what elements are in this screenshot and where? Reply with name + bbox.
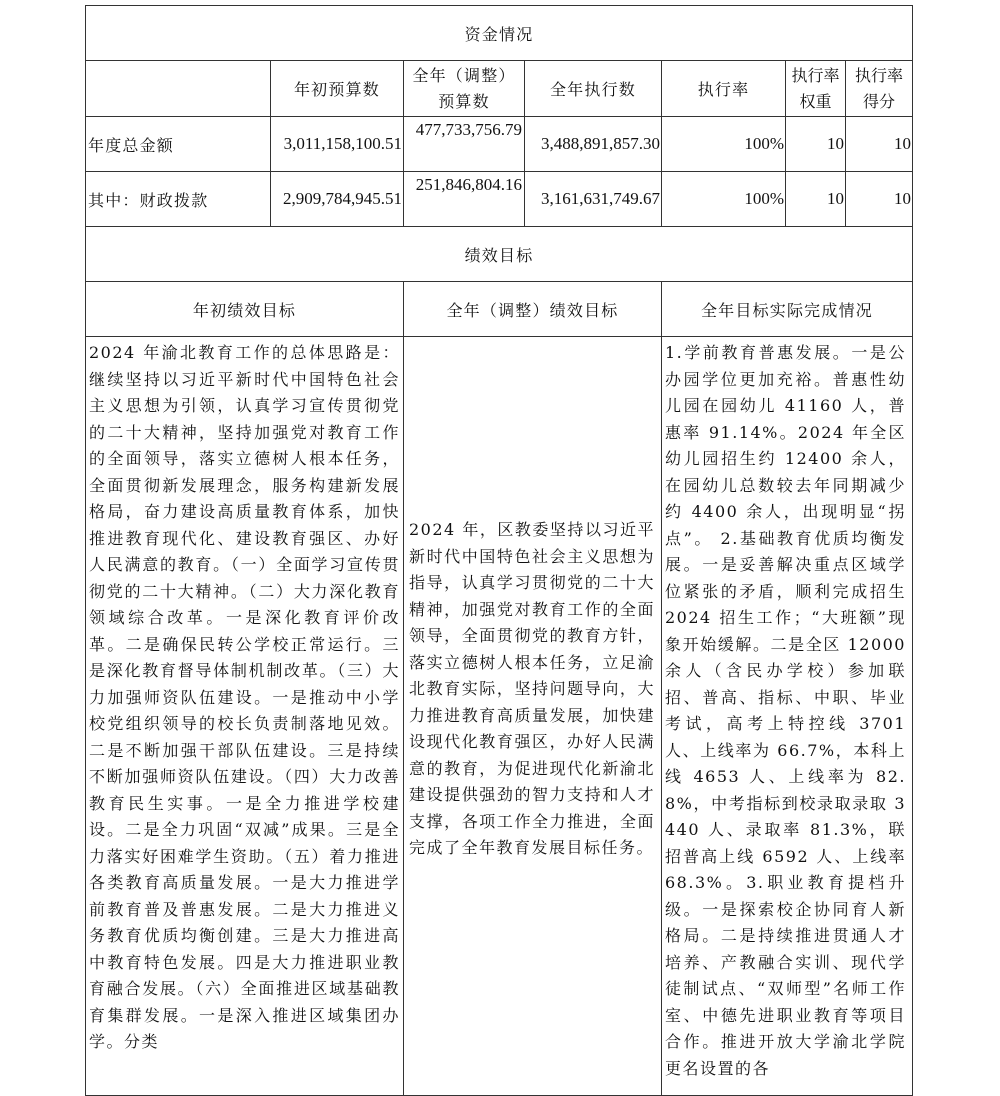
row-total-rate-weight <box>785 116 846 172</box>
header-adjusted-budget-text: 全年（调整）预算数 <box>412 65 516 111</box>
row-fiscal-rate-weight <box>785 171 846 227</box>
header-rate-score <box>845 60 913 117</box>
actual-completion-text: 1.学前教育普惠发展。一是公办园学位更加充裕。普惠性幼儿园在园幼儿 41160 人，普惠率 91.14%。2024 年全区幼儿园招生约 12400 余人，在园幼儿总数较去年同期减少约 4400 余人，出现明显“拐点”。 2.基础教育优质均衡发展。一是妥善解决重点区域学位紧张的矛盾，顺利完成招生 2024 招生工作；“大班额”现象开始缓解。二是全区 12000 余人（含民办学校）参加联招、普高、指标、中职、毕业考试，高考上特控线 3701 人、上线率为 66.7%，本科上线 4653 人、上线率为 82.8%，中考指标到校录取录取 3440 人、录取率 81.3%，联招普高上线 6592 人、上线率 68.3%。3.职业教育提档升级。一是探索校企协同育人新格局。二是持续推进贯通人才培养、产教融合实训、现代学徒制试点、“双师型”名师工作室、中德先进职业教育等项目合作。推进开放大学渝北学院更名设置的各 <box>665 343 906 1078</box>
row-fiscal-adjusted-budget-value: 251,846,804.16 <box>415 175 522 194</box>
row-fiscal-label-text: 其中：财政拨款 <box>88 190 209 210</box>
header-adjusted-budget <box>403 60 525 117</box>
row-total-initial-budget-value: 3,011,158,100.51 <box>283 134 402 153</box>
row-total-execution-rate-value: 100% <box>744 134 784 153</box>
row-total-rate-weight-value: 10 <box>827 134 844 153</box>
header-rate-weight-text: 执行率权重 <box>791 65 840 111</box>
header-execution-rate <box>661 60 786 117</box>
adjusted-goal-text: 2024 年，区教委坚持以习近平新时代中国特色社会主义思想为指导，认真学习贯彻党的二十大精神，加强党对教育工作的全面领导，全面贯彻党的教育方针，落实立德树人根本任务，立足渝北教育实际，坚持问题导向，大力推进教育高质量发展，加快建设现代化教育强区，办好人民满意的教育，为促进现代化新渝北建设提供强劲的智力支持和人才支撑，各项工作全力推进，全面完成了全年教育发展目标任务。 <box>409 520 655 857</box>
row-total-adjusted-budget-value: 477,733,756.79 <box>415 120 522 139</box>
header-initial-budget-text: 年初预算数 <box>293 80 380 99</box>
row-total-label-text: 年度总金额 <box>88 135 175 155</box>
header-adjusted-goal-text: 全年（调整）绩效目标 <box>446 300 619 320</box>
row-fiscal-actual-execution <box>524 171 662 227</box>
actual-completion-cell <box>661 336 913 1096</box>
funding-section-title-text: 资金情况 <box>464 24 534 44</box>
initial-goal-cell <box>85 336 404 1096</box>
adjusted-goal-cell <box>403 336 662 1096</box>
row-fiscal-execution-rate-value: 100% <box>744 189 784 208</box>
row-total-label <box>85 116 271 172</box>
header-actual-completion-text: 全年目标实际完成情况 <box>700 300 873 320</box>
row-total-actual-execution-value: 3,488,891,857.30 <box>541 134 660 153</box>
header-execution-rate-text: 执行率 <box>697 80 750 99</box>
row-total-execution-rate <box>661 116 786 172</box>
row-fiscal-label <box>85 171 271 227</box>
header-initial-goal-text: 年初绩效目标 <box>192 300 297 320</box>
header-initial-goal <box>85 281 404 337</box>
row-fiscal-rate-weight-value: 10 <box>827 189 844 208</box>
funding-section-title <box>85 5 913 61</box>
header-rate-weight <box>785 60 846 117</box>
performance-section-title-text: 绩效目标 <box>464 245 534 265</box>
header-actual-execution-text: 全年执行数 <box>549 80 636 99</box>
row-fiscal-initial-budget <box>270 171 404 227</box>
performance-section-title <box>85 226 913 282</box>
header-actual-completion <box>661 281 913 337</box>
row-total-initial-budget <box>270 116 404 172</box>
row-total-rate-score-value: 10 <box>894 134 911 153</box>
row-fiscal-rate-score <box>845 171 913 227</box>
row-total-adjusted-budget <box>403 116 525 172</box>
initial-goal-text: 2024 年渝北教育工作的总体思路是：继续坚持以习近平新时代中国特色社会主义思想为引领，认真学习宣传贯彻党的二十大精神，坚持加强党对教育工作的全面领导，落实立德树人根本任务，全面贯彻新发展理念，服务构建新发展格局，奋力建设高质量教育体系，加快推进教育现代化、建设教育强区、办好人民满意的教育。（一）全面学习宣传贯彻党的二十大精神。（二）大力深化教育领域综合改革。一是深化教育评价改革。二是确保民转公学校正常运行。三是深化教育督导体制机制改革。（三）大力加强师资队伍建设。一是推动中小学校党组织领导的校长负责制落地见效。二是不断加强干部队伍建设。三是持续不断加强师资队伍建设。（四）大力改善教育民生实事。一是全力推进学校建设。二是全力巩固“双减”成果。三是全力落实好困难学生资助。（五）着力推进各类教育高质量发展。一是大力推进学前教育普及普惠发展。二是大力推进义务教育优质均衡创建。三是大力推进高中教育特色发展。四是大力推进职业教育融合发展。（六）全面推进区域基础教育集群发展。一是深入推进区域集团办学。分类 <box>89 343 400 1051</box>
header-cell-empty <box>85 60 271 117</box>
header-initial-budget <box>270 60 404 117</box>
header-actual-execution <box>524 60 662 117</box>
row-fiscal-execution-rate <box>661 171 786 227</box>
row-fiscal-rate-score-value: 10 <box>894 189 911 208</box>
row-fiscal-adjusted-budget <box>403 171 525 227</box>
row-total-rate-score <box>845 116 913 172</box>
row-fiscal-actual-execution-value: 3,161,631,749.67 <box>541 189 660 208</box>
header-rate-score-text: 执行率得分 <box>854 65 903 111</box>
row-total-actual-execution <box>524 116 662 172</box>
header-adjusted-goal <box>403 281 662 337</box>
row-fiscal-initial-budget-value: 2,909,784,945.51 <box>283 189 402 208</box>
